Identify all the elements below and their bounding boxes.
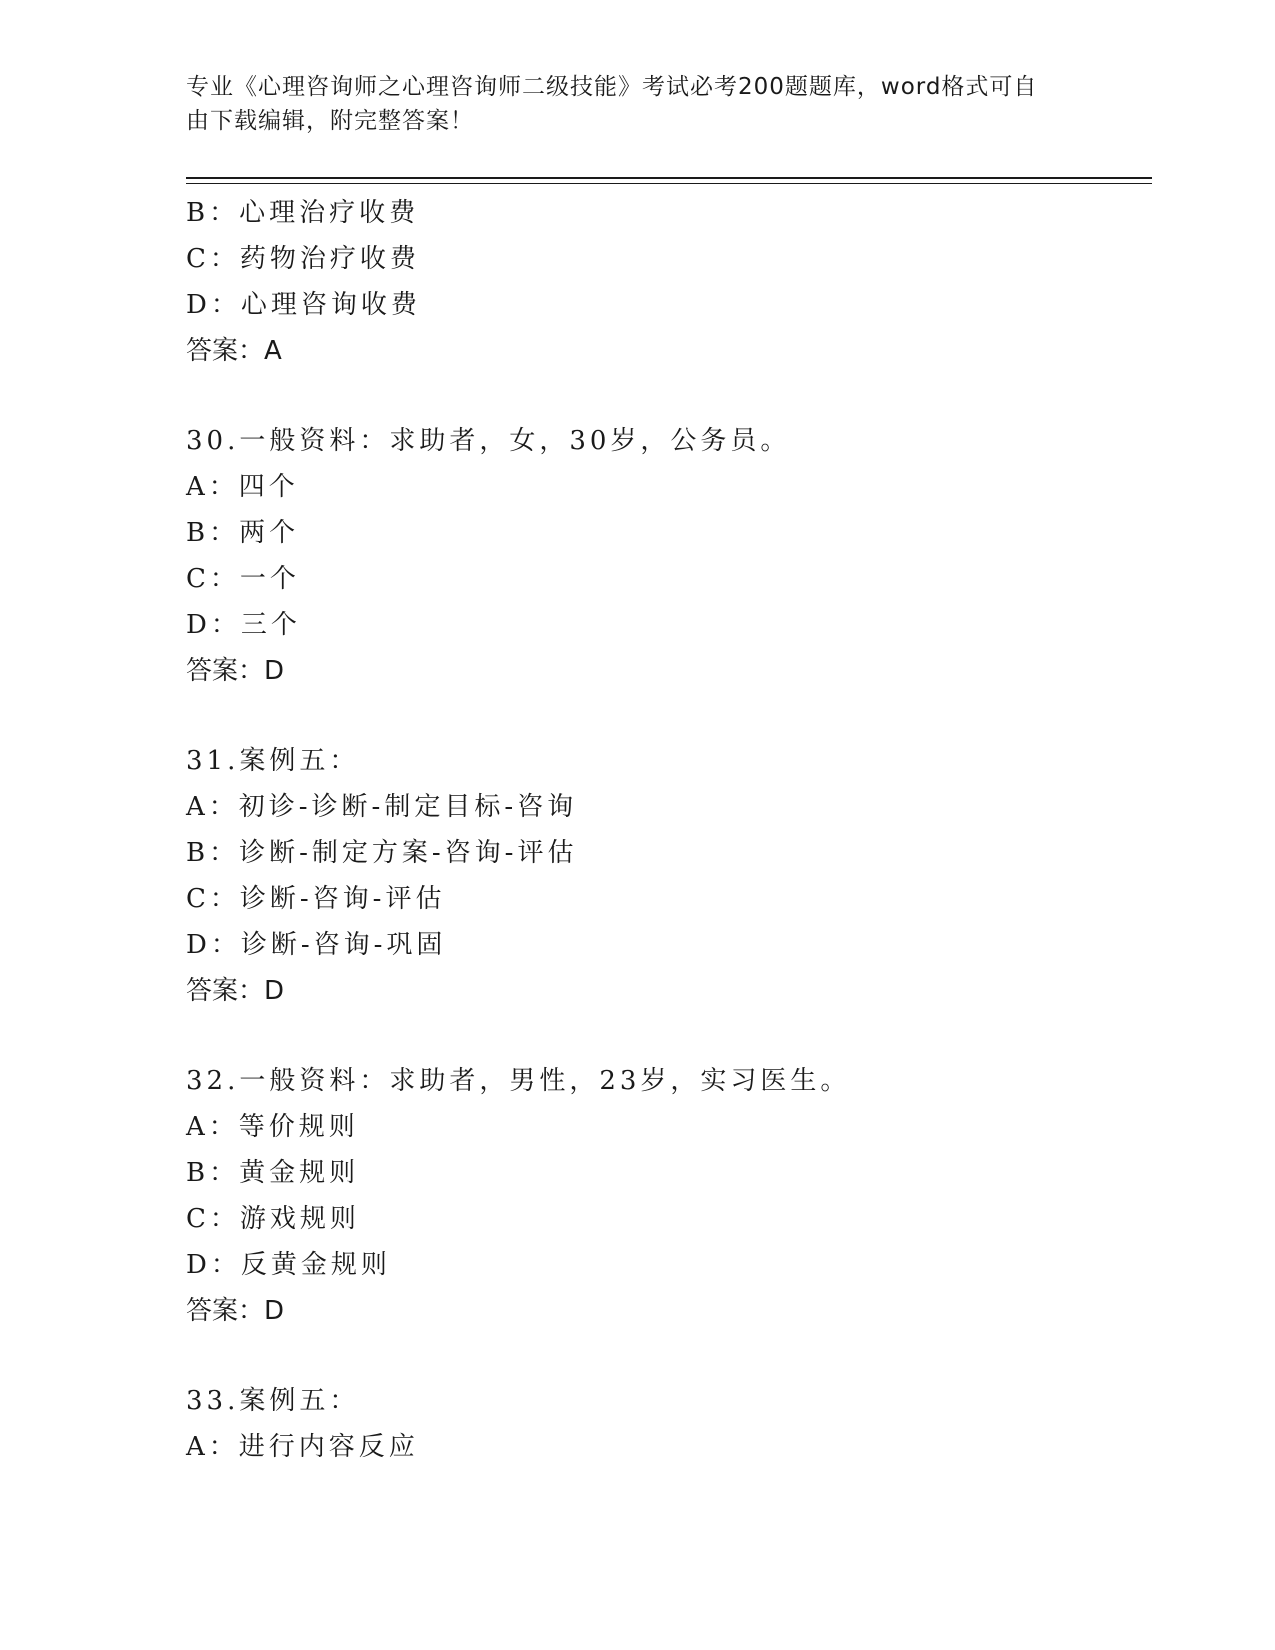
option-c: C：诊断-咨询-评估: [186, 884, 446, 914]
header-line-2: 由下载编辑，附完整答案！: [186, 108, 474, 134]
header-divider-thin: [186, 183, 1152, 184]
question-item: [186, 1058, 1146, 1334]
header-divider: [186, 177, 1152, 179]
option-c: C：一个: [186, 564, 300, 594]
option-a: A：初诊-诊断-制定目标-咨询: [186, 792, 578, 822]
answer-line: 答案：D: [186, 1296, 285, 1326]
question-stem: 30.一般资料：求助者，女，30岁，公务员。: [186, 426, 791, 456]
answer-line: 答案：D: [186, 976, 285, 1006]
option-c: C：游戏规则: [186, 1204, 360, 1234]
option-d: D：心理咨询收费: [186, 290, 421, 320]
answer-line: 答案：A: [186, 336, 282, 366]
header-line-1: 专业《心理咨询师之心理咨询师二级技能》考试必考200题题库，word格式可自: [186, 74, 1038, 100]
question-stem: 32.一般资料：求助者，男性，23岁，实习医生。: [186, 1066, 851, 1096]
question-stem: 31.案例五：: [186, 746, 360, 776]
option-b: B：心理治疗收费: [186, 198, 420, 228]
option-d: D：反黄金规则: [186, 1250, 391, 1280]
question-item: [186, 418, 1146, 694]
option-b: B：两个: [186, 518, 300, 548]
option-b: B：黄金规则: [186, 1158, 360, 1188]
question-item: [186, 738, 1146, 1014]
option-d: D：三个: [186, 610, 301, 640]
option-a: A：四个: [186, 472, 299, 502]
question-list: [186, 190, 1146, 1470]
question-item: [186, 1378, 1146, 1470]
answer-line: 答案：D: [186, 656, 285, 686]
option-d: D：诊断-咨询-巩固: [186, 930, 447, 960]
option-c: C：药物治疗收费: [186, 244, 420, 274]
option-b: B：诊断-制定方案-咨询-评估: [186, 838, 578, 868]
option-a: A：等价规则: [186, 1112, 359, 1142]
option-a: A：进行内容反应: [186, 1432, 419, 1462]
document-header: [186, 70, 1066, 138]
question-stem: 33.案例五：: [186, 1386, 360, 1416]
